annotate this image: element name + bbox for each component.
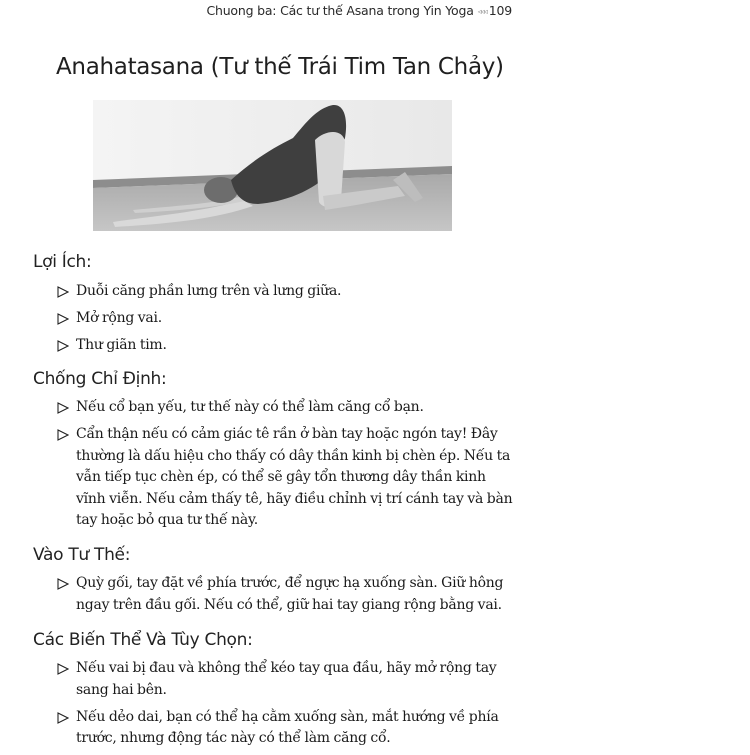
list-item: Nếu vai bị đau và không thể kéo tay qua đầu, hãy mở rộng tay sang hai bên. (57, 658, 517, 701)
list-item: Thư giãn tim. (57, 335, 517, 357)
list-item: Quỳ gối, tay đặt về phía trước, để ngực hạ xuống sàn. Giữ hông ngay trên đầu gối. Nếu có thể, giữ hai tay giang rộng bằng vai. (57, 573, 517, 616)
variations-list (57, 658, 517, 755)
page-title: Anahatasana (Tư thế Trái Tim Tan Chảy) (56, 54, 504, 80)
page-number: 109 (488, 3, 512, 18)
benefits-list (57, 281, 517, 362)
triple-left-arrow-icon: ◃◃◃ (477, 7, 487, 16)
entering-pose-list (57, 573, 517, 622)
list-item: Mở rộng vai. (57, 308, 517, 330)
running-head (0, 3, 512, 18)
list-item: Duỗi căng phần lưng trên và lưng giữa. (57, 281, 517, 303)
chapter-title: Chuong ba: Các tư thế Asana trong Yin Yoga (206, 3, 474, 18)
contraindications-list (57, 397, 517, 537)
list-item: Nếu cổ bạn yếu, tư thế này có thể làm căng cổ bạn. (57, 397, 517, 419)
section-heading-benefits: Lợi Ích: (33, 252, 92, 272)
list-item: Nếu dẻo dai, bạn có thể hạ cằm xuống sàn, mắt hướng về phía trước, nhưng động tác này có thể làm căng cổ. (57, 707, 517, 750)
pose-photo (93, 100, 452, 231)
list-item: Cẩn thận nếu có cảm giác tê rần ở bàn tay hoặc ngón tay! Đây thường là dấu hiệu cho thấy có dây thần kinh bị chèn ép. Nếu ta vẫn tiếp tục chèn ép, có thể sẽ gây tổn thương dây thần kinh vĩnh viễn. Nếu cảm thấy tê, hãy điều chỉnh vị trí cánh tay và bàn tay hoặc bỏ qua tư thế này. (57, 424, 517, 532)
section-heading-variations: Các Biến Thể Và Tùy Chọn: (33, 630, 253, 650)
yoga-pose-illustration (93, 100, 452, 231)
section-heading-contraindications: Chống Chỉ Định: (33, 369, 167, 389)
section-heading-entering-pose: Vào Tư Thế: (33, 545, 131, 565)
